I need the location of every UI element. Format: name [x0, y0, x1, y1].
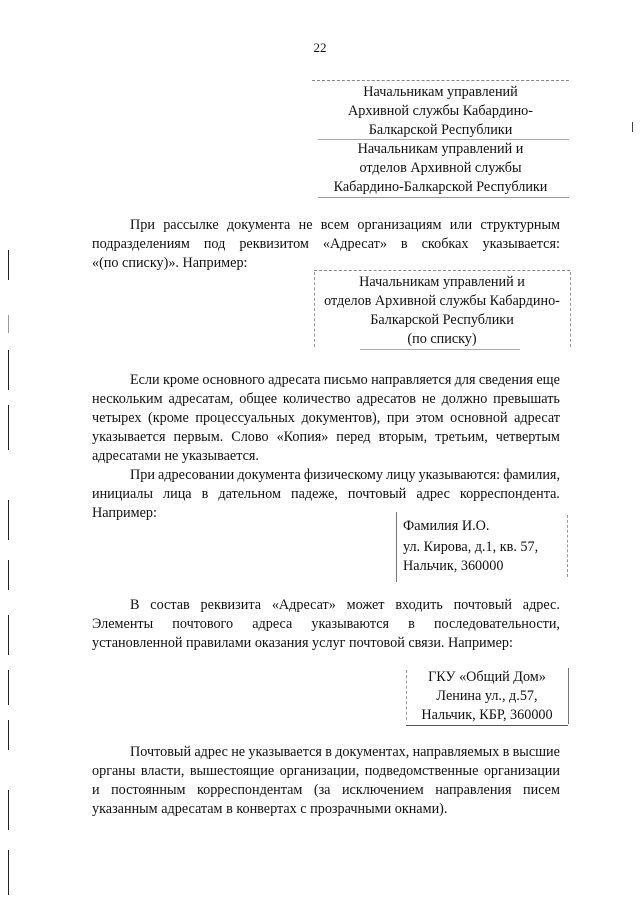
addressee-line: Балкарской Республики: [370, 312, 514, 328]
address-line: ул. Кирова, д.1, кв. 57,: [403, 539, 539, 555]
margin-mark: [8, 720, 9, 750]
margin-mark: [8, 500, 9, 540]
margin-mark: [8, 670, 9, 705]
addressee-line: Начальникам управлений: [363, 84, 518, 100]
paragraph-line: установленной правилами оказания услуг почтовой связи. Например:: [92, 635, 513, 651]
paragraph-line: В состав реквизита «Адресат» может входить почтовый адрес.: [130, 597, 560, 613]
margin-mark: [8, 350, 9, 390]
margin-mark: [8, 315, 9, 333]
paragraph-line: адресатами не указывается.: [92, 448, 259, 464]
paragraph-line: четырех (кроме процессуальных документов), при этом основной адресат: [92, 410, 560, 426]
paragraph-line: При рассылке документа не всем организациям или структурным: [130, 217, 560, 233]
addressee-line: (по списку): [407, 331, 477, 347]
margin-mark: [8, 250, 9, 280]
margin-mark: [8, 615, 9, 655]
paragraph-line: нескольким адресатам, общее количество адресатов не должно превышать: [92, 391, 560, 407]
paragraph-line: указывается первым. Слово «Копия» перед вторым, третьим, четвертым: [92, 429, 560, 445]
paragraph-line: При адресовании документа физическому лицу указываются: фамилия,: [130, 467, 560, 483]
addressee-line: Балкарской Республики: [368, 122, 513, 138]
paragraph-line: «(по списку)». Например:: [92, 255, 248, 271]
paragraph-line: органы власти, вышестоящие организации, подведомственные организации: [92, 763, 560, 779]
addressee-line: Архивной службы Кабардино-: [348, 103, 533, 119]
addressee-line: Кабардино-Балкарской Республики: [333, 179, 548, 195]
address-line: Нальчик, 360000: [403, 558, 504, 574]
addressee-line: отделов Архивной службы Кабардино-: [324, 293, 560, 309]
paragraph-line: указанным адресатам в конвертах с прозрачными окнами).: [92, 801, 448, 817]
addressee-line: отделов Архивной службы: [359, 160, 522, 176]
page-number: 22: [313, 40, 327, 55]
margin-mark: [8, 790, 9, 830]
margin-mark: [8, 850, 9, 895]
paragraph-line: Например:: [92, 505, 157, 521]
paragraph-line: инициалы лица в дательном падеже, почтовый адрес корреспондента.: [92, 486, 560, 502]
paragraph-line: подразделениям под реквизитом «Адресат» в скобках указывается:: [92, 236, 560, 252]
margin-mark: [632, 122, 633, 132]
paragraph-line: Если кроме основного адресата письмо направляется для сведения еще: [130, 372, 560, 388]
margin-mark: [8, 405, 9, 450]
address-line: Фамилия И.О.: [403, 518, 490, 534]
paragraph-line: Почтовый адрес не указывается в документах, направляемых в высшие: [130, 744, 560, 760]
address-line: Ленина ул., д.57,: [436, 688, 538, 704]
margin-mark: [8, 560, 9, 590]
paragraph-line: и постоянным корреспондентам (за исключением направления писем: [92, 782, 560, 798]
paragraph-line: Элементы почтового адреса указываются в последовательности,: [92, 616, 560, 632]
address-line: Нальчик, КБР, 360000: [421, 707, 553, 723]
address-line: ГКУ «Общий Дом»: [428, 669, 546, 685]
addressee-line: Начальникам управлений и: [357, 141, 524, 157]
addressee-line: Начальникам управлений и: [359, 274, 525, 290]
